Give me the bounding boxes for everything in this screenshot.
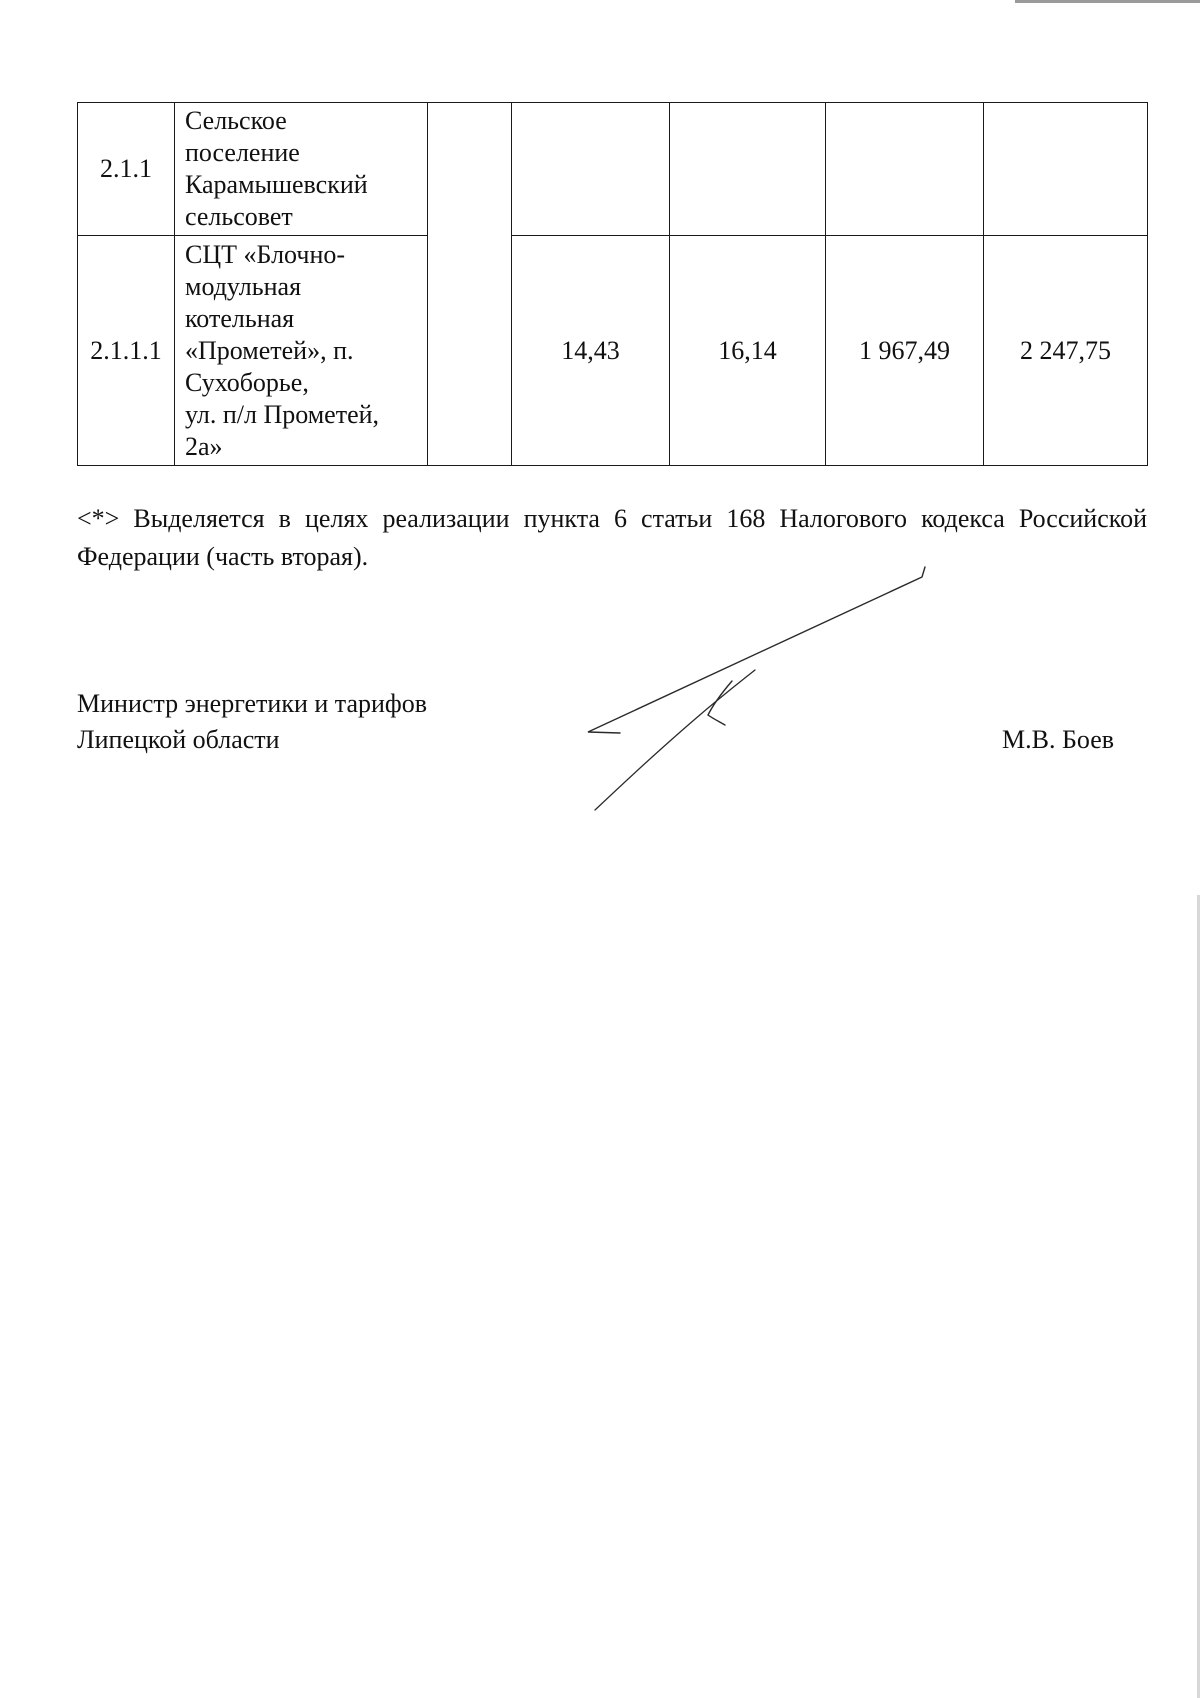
value-cell: 2 247,75 — [984, 236, 1148, 466]
value-cell — [670, 103, 826, 236]
empty-merged-cell — [428, 103, 512, 466]
footnote: <*> Выделяется в целях реализации пункта 6 статьи 168 Налогового кодекса Российской Федерации (часть вторая). — [77, 504, 1147, 571]
value-cell: 1 967,49 — [826, 236, 984, 466]
scan-edge-top — [1015, 0, 1200, 3]
value-cell: 14,43 — [512, 236, 670, 466]
table-row — [78, 236, 1148, 466]
value-cell — [826, 103, 984, 236]
value-cell — [984, 103, 1148, 236]
signatory-title: Министр энергетики и тарифов Липецкой области — [77, 689, 428, 754]
value-cell: 16,14 — [670, 236, 826, 466]
signatory-name: М.В. Боев — [1002, 725, 1115, 754]
row-number: 2.1.1.1 — [78, 236, 175, 466]
row-name: Сельское поселение Карамышевский сельсовет — [175, 103, 428, 236]
table-row — [78, 103, 1148, 236]
signature-mark — [580, 555, 940, 815]
row-number: 2.1.1 — [78, 103, 175, 236]
tariff-table — [77, 102, 1148, 466]
value-cell — [512, 103, 670, 236]
row-name: СЦТ «Блочно- модульная котельная «Прометей», п. Сухоборье, ул. п/л Прометей, 2а» — [175, 236, 428, 466]
